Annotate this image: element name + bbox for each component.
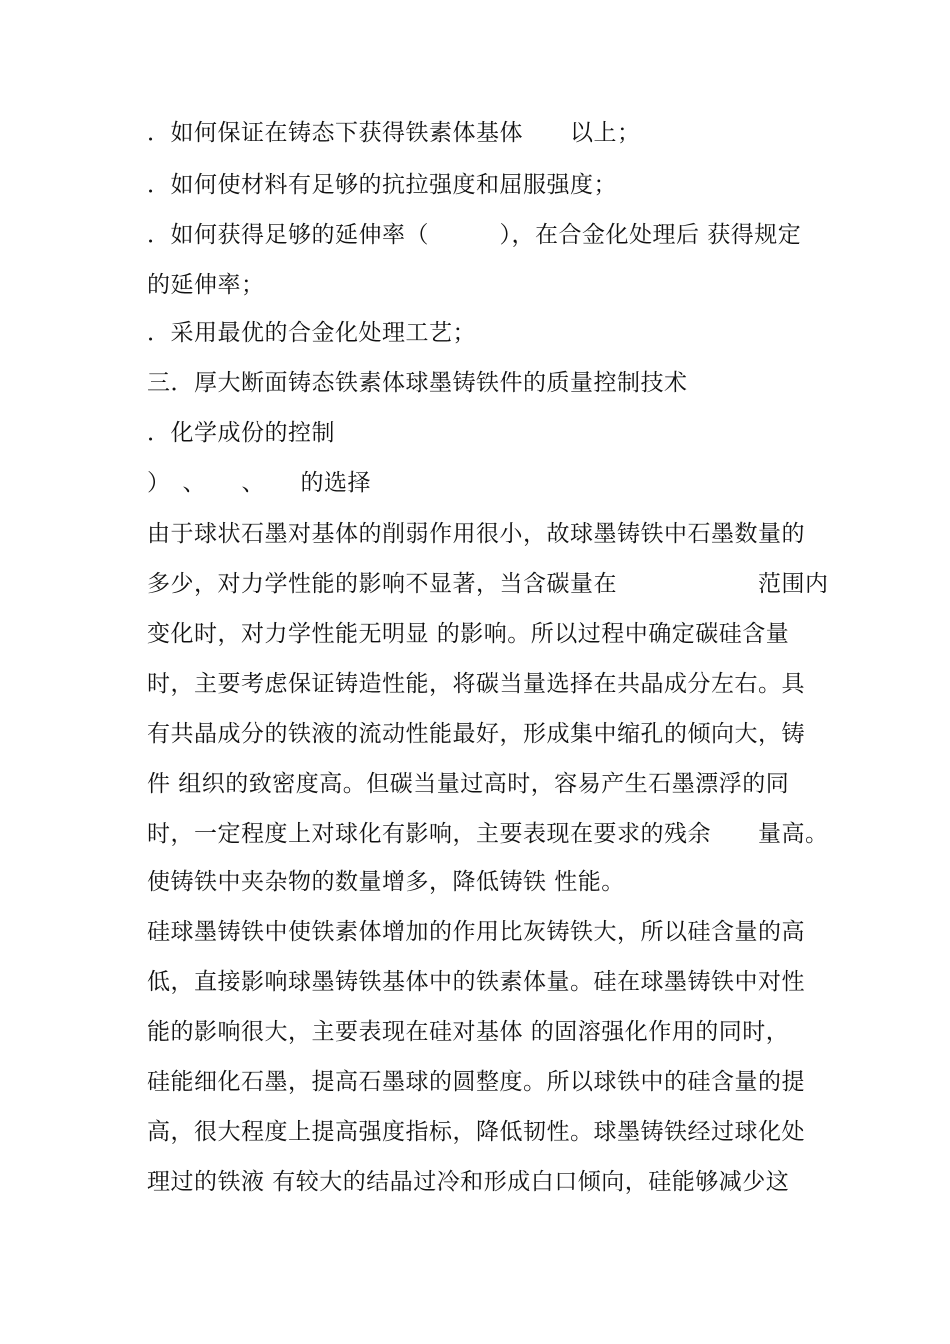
text-line: 理过的铁液 有较大的结晶过冷和形成白口倾向，硅能够减少这 [147,1169,790,1195]
text-line: 多少，对力学性能的影响不显著，当含碳量在 范围内 [147,571,829,597]
text-line: 低，直接影响球墨铸铁基体中的铁素体量。硅在球墨铸铁中对性 [147,969,805,995]
text-line: 高，很大程度上提高强度指标，降低韧性。球墨铸铁经过球化处 [147,1119,805,1145]
text-line: ．采用最优的合金化处理工艺； [147,320,476,346]
text-line: ．如何获得足够的延伸率（ ），在合金化处理后 获得规定 [147,222,802,248]
subsection-heading: ） 、 、 的选择 [147,470,371,496]
text-line: 件 组织的致密度高。但碳当量过高时，容易产生石墨漂浮的同 [147,771,790,797]
subsection-heading: ．化学成份的控制 [147,420,335,446]
text-line: 有共晶成分的铁液的流动性能最好，形成集中缩孔的倾向大，铸 [147,721,805,747]
text-line: 时，一定程度上对球化有影响，主要表现在要求的残余 量高。 [147,821,829,847]
text-line: 使铸铁中夹杂物的数量增多，降低铸铁 性能。 [147,869,625,895]
text-line: 变化时，对力学性能无明显 的影响。所以过程中确定碳硅含量 [147,621,790,647]
text-line: 硅能细化石墨，提高石墨球的圆整度。所以球铁中的硅含量的提 [147,1069,805,1095]
text-line: 由于球状石墨对基体的削弱作用很小，故球墨铸铁中石墨数量的 [147,521,805,547]
text-line: ．如何保证在铸态下获得铁素体基体 以上； [147,120,641,146]
text-line: ．如何使材料有足够的抗拉强度和屈服强度； [147,172,617,198]
section-heading: 三．厚大断面铸态铁素体球墨铸铁件的质量控制技术 [147,370,688,396]
text-line: 的延伸率； [147,272,265,298]
text-line: 硅球墨铸铁中使铁素体增加的作用比灰铸铁大，所以硅含量的高 [147,919,805,945]
text-line: 能的影响很大，主要表现在硅对基体 的固溶强化作用的同时， [147,1019,790,1045]
text-line: 时，主要考虑保证铸造性能，将碳当量选择在共晶成分左右。具 [147,671,805,697]
